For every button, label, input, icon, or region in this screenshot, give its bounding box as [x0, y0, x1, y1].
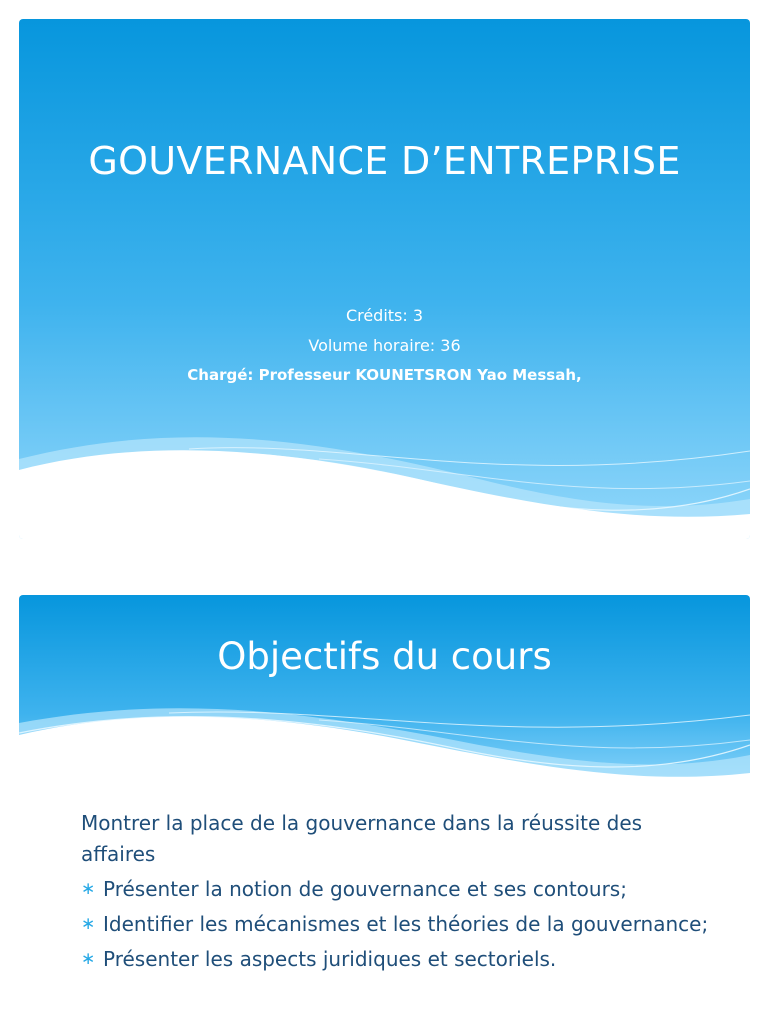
- credits-label: Crédits: 3: [345, 306, 424, 325]
- asterisk-bullet-icon: ∗: [81, 914, 96, 934]
- objectives-slide: [19, 595, 750, 1024]
- slide-title: GOUVERNANCE D’ENTREPRISE: [88, 139, 681, 183]
- list-item-text: Présenter la notion de gouvernance et ses contours;: [103, 877, 627, 901]
- list-item: [81, 944, 721, 975]
- instructor-label: Chargé: Professeur KOUNETSRON Yao Messah,: [187, 366, 582, 384]
- objectives-content: [81, 808, 721, 979]
- title-slide: [19, 19, 750, 539]
- asterisk-bullet-icon: ∗: [81, 949, 96, 969]
- list-item: [81, 909, 721, 940]
- objectives-list: [81, 874, 721, 975]
- title-slide-background: [19, 19, 750, 539]
- list-item-text: Identifier les mécanismes et les théories de la gouvernance;: [103, 912, 709, 936]
- intro-text: Montrer la place de la gouvernance dans la réussite des affaires: [81, 811, 643, 866]
- objectives-slide-background: [19, 595, 750, 795]
- asterisk-bullet-icon: ∗: [81, 879, 96, 899]
- slide-title: Objectifs du cours: [217, 635, 552, 678]
- list-item: [81, 874, 721, 905]
- hours-label: Volume horaire: 36: [308, 336, 461, 355]
- list-item-text: Présenter les aspects juridiques et sectoriels.: [103, 947, 557, 971]
